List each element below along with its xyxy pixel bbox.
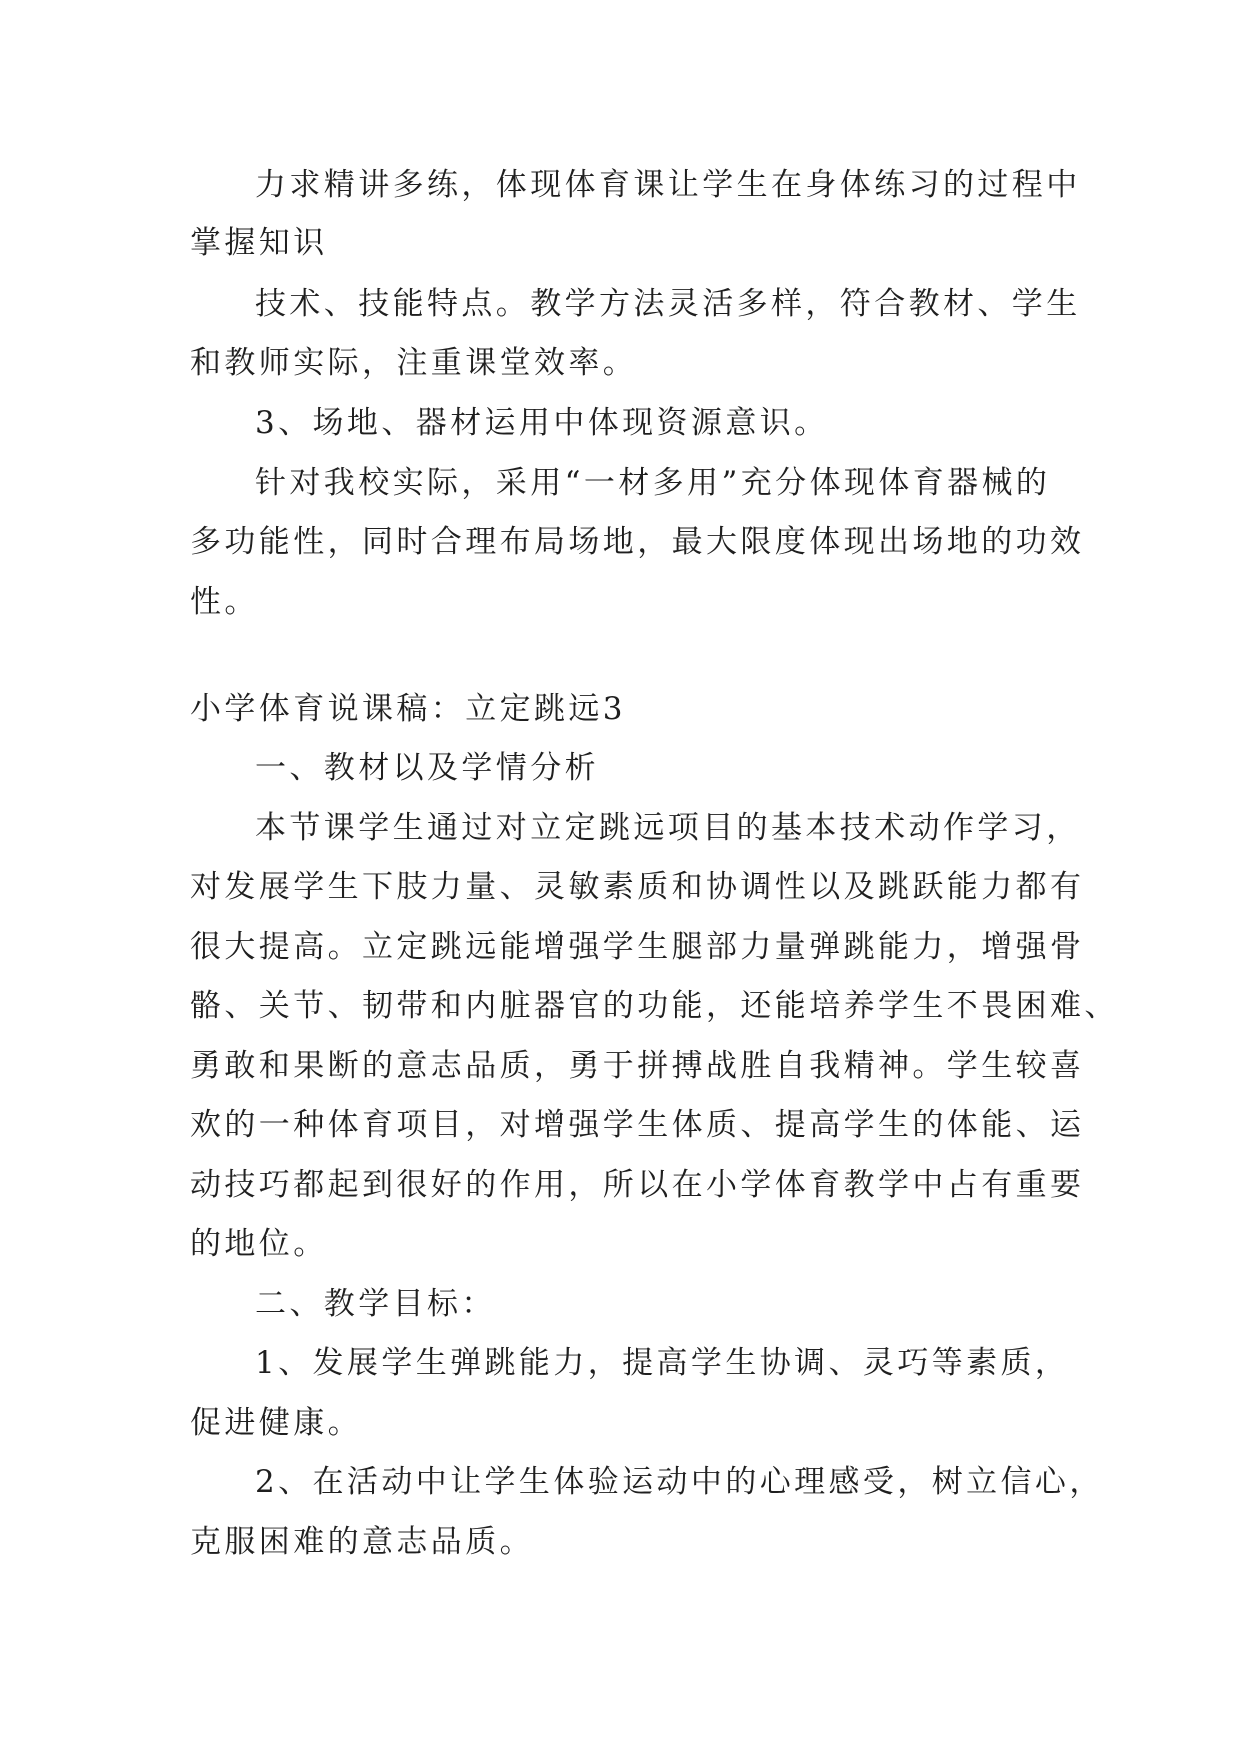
paragraph-line: 很大提高。立定跳远能增强学生腿部力量弹跳能力，增强骨: [190, 929, 1085, 965]
section-title: 小学体育说课稿：立定跳远3: [190, 691, 626, 727]
paragraph-line: 针对我校实际，采用“一材多用”充分体现体育器械的: [255, 465, 1051, 501]
section-heading: 一、教材以及学情分析: [255, 750, 599, 786]
paragraph-line: 对发展学生下肢力量、灵敏素质和协调性以及跳跃能力都有: [190, 869, 1085, 905]
paragraph-line: 促进健康。: [190, 1405, 362, 1441]
list-item: 2、在活动中让学生体验运动中的心理感受，树立信心，: [255, 1464, 1104, 1500]
paragraph-line: 的地位。: [190, 1226, 328, 1262]
paragraph-line: 力求精讲多练，体现体育课让学生在身体练习的过程中: [255, 167, 1081, 203]
paragraph-line: 性。: [190, 584, 259, 620]
paragraph-line: 多功能性，同时合理布局场地，最大限度体现出场地的功效: [190, 524, 1085, 560]
paragraph-line: 欢的一种体育项目，对增强学生体质、提高学生的体能、运: [190, 1107, 1085, 1143]
paragraph-line: 掌握知识: [190, 225, 328, 261]
paragraph-line: 骼、关节、韧带和内脏器官的功能，还能培养学生不畏困难、: [190, 988, 1119, 1024]
paragraph-line: 克服困难的意志品质。: [190, 1524, 534, 1560]
paragraph-line: 动技巧都起到很好的作用，所以在小学体育教学中占有重要: [190, 1167, 1085, 1203]
paragraph-line: 和教师实际，注重课堂效率。: [190, 345, 638, 381]
paragraph-line: 本节课学生通过对立定跳远项目的基本技术动作学习，: [255, 810, 1081, 846]
section-heading: 二、教学目标：: [255, 1286, 496, 1322]
paragraph-line: 3、场地、器材运用中体现资源意识。: [255, 405, 829, 441]
list-item: 1、发展学生弹跳能力，提高学生协调、灵巧等素质，: [255, 1345, 1070, 1381]
paragraph-line: 技术、技能特点。教学方法灵活多样，符合教材、学生: [255, 286, 1081, 322]
paragraph-line: 勇敢和果断的意志品质，勇于拼搏战胜自我精神。学生较喜: [190, 1048, 1085, 1084]
